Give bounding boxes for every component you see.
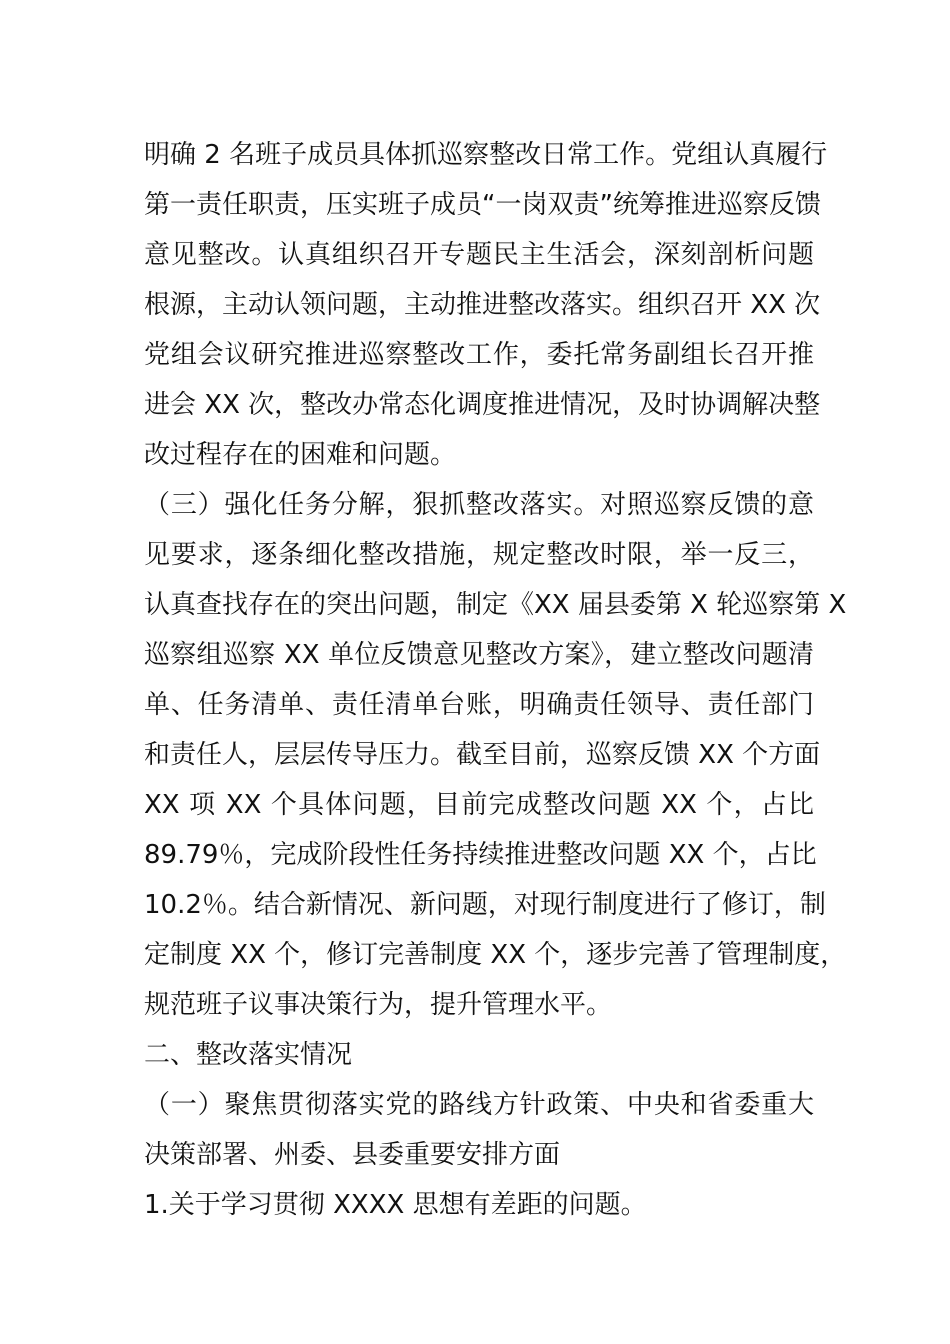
text-line: 10.2％。结合新情况、新问题，对现行制度进行了修订，制 <box>144 890 826 920</box>
text-line: 第一责任职责，压实班子成员“一岗双责”统筹推进巡察反馈 <box>144 190 821 220</box>
text-line: 89.79％，完成阶段性任务持续推进整改问题 XX 个，占比 <box>144 840 817 870</box>
text-line: 明确 2 名班子成员具体抓巡察整改日常工作。党组认真履行 <box>144 140 828 170</box>
paragraph-leadership-responsibility <box>144 130 828 480</box>
subsection-heading-party-policy <box>144 1080 814 1180</box>
text-line: 意见整改。认真组织召开专题民主生活会，深刻剖析问题 <box>144 240 814 270</box>
heading-line: 决策部署、州委、县委重要安排方面 <box>144 1140 561 1170</box>
text-line: 定制度 XX 个，修订完善制度 XX 个，逐步完善了管理制度， <box>144 940 847 970</box>
text-line: 党组会议研究推进巡察整改工作，委托常务副组长召开推 <box>144 340 814 370</box>
text-line: 认真查找存在的突出问题，制定《XX 届县委第 X 轮巡察第 X <box>144 590 847 620</box>
paragraph-task-breakdown <box>144 480 847 1030</box>
item-heading-study-thought <box>144 1180 814 1230</box>
text-line: 巡察组巡察 XX 单位反馈意见整改方案》，建立整改问题清 <box>144 640 814 670</box>
heading-line: 二、整改落实情况 <box>144 1040 353 1070</box>
text-line: 单、任务清单、责任清单台账，明确责任领导、责任部门 <box>144 690 814 720</box>
text-line: 改过程存在的困难和问题。 <box>144 440 457 470</box>
heading-line: 1.关于学习贯彻 XXXX 思想有差距的问题。 <box>144 1190 647 1220</box>
heading-line: （一）聚焦贯彻落实党的路线方针政策、中央和省委重大 <box>144 1090 814 1120</box>
text-line: 见要求，逐条细化整改措施，规定整改时限，举一反三， <box>144 540 814 570</box>
text-line: 规范班子议事决策行为，提升管理水平。 <box>144 990 613 1020</box>
text-line: XX 项 XX 个具体问题，目前完成整改问题 XX 个，占比 <box>144 790 814 820</box>
text-line: 进会 XX 次，整改办常态化调度推进情况，及时协调解决整 <box>144 390 821 420</box>
text-line: （三）强化任务分解，狠抓整改落实。对照巡察反馈的意 <box>144 490 814 520</box>
text-line: 和责任人，层层传导压力。截至目前，巡察反馈 XX 个方面 <box>144 740 821 770</box>
section-heading-rectification <box>144 1030 814 1080</box>
document-body <box>144 130 847 1230</box>
text-line: 根源，主动认领问题，主动推进整改落实。组织召开 XX 次 <box>144 290 821 320</box>
